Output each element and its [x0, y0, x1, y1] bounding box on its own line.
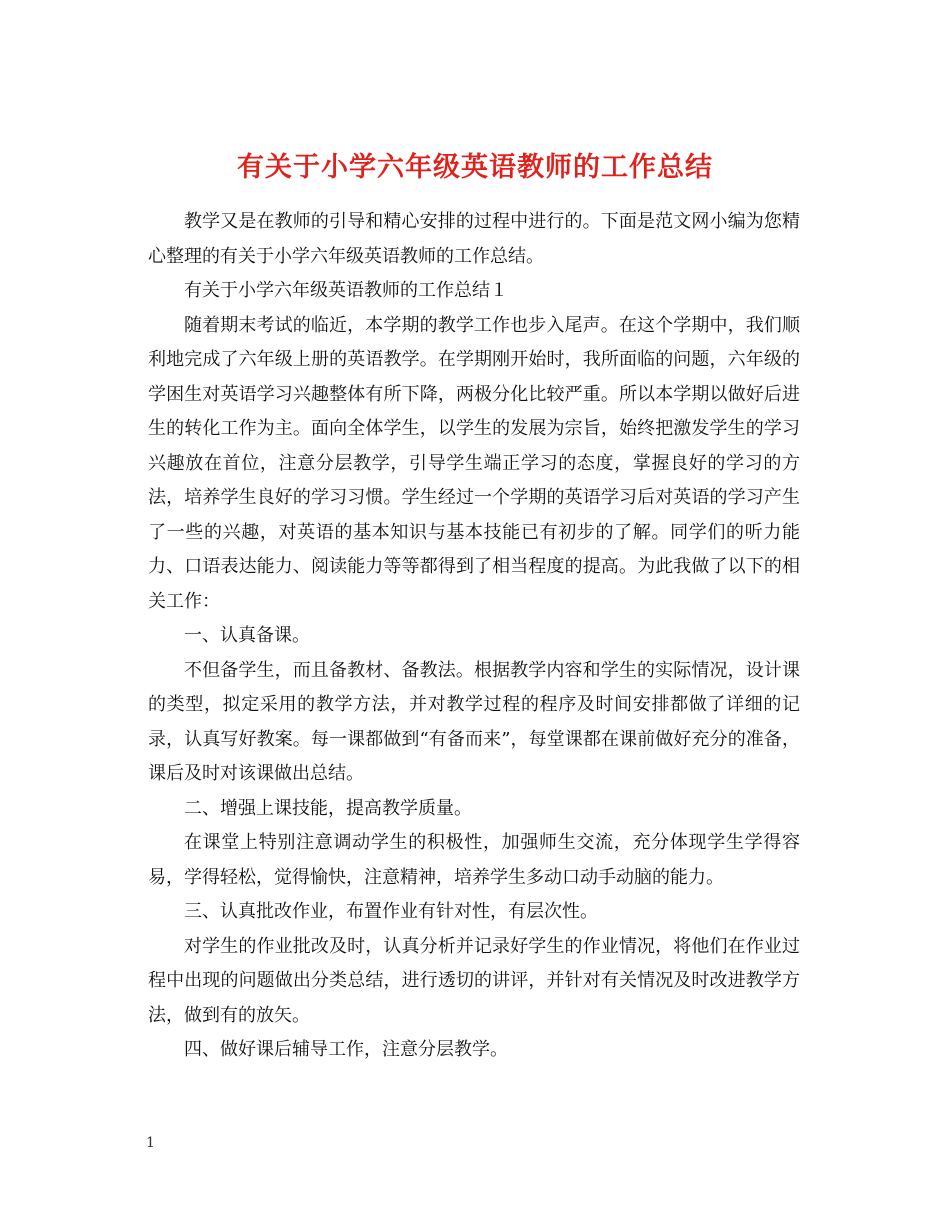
document-body — [148, 205, 800, 1068]
body-paragraph: 在课堂上特别注意调动学生的积极性，加强师生交流，充分体现学生学得容易，学得轻松，觉得愉快，注意精神，培养学生多动口动手动脑的能力。 — [148, 832, 800, 888]
section-heading-summary-1: 有关于小学六年级英语教师的工作总结１ — [184, 280, 508, 301]
section-heading-1: 一、认真备课。 — [184, 625, 310, 646]
intro-paragraph: 教学又是在教师的引导和精心安排的过程中进行的。下面是范文网小编为您精心整理的有关于小学六年级英语教师的工作总结。 — [148, 211, 800, 267]
body-paragraph: 不但备学生，而且备教材、备教法。根据教学内容和学生的实际情况，设计课的类型，拟定采用的教学方法，并对教学过程的程序及时间安排都做了详细的记录，认真写好教案。每一课都做到“有备而来”，每堂课都在课前做好充分的准备，课后及时对该课做出总结。 — [148, 659, 800, 784]
page-number: 1 — [146, 1135, 155, 1151]
body-paragraph: 随着期末考试的临近，本学期的教学工作也步入尾声。在这个学期中，我们顺利地完成了六年级上册的英语教学。在学期刚开始时，我所面临的问题，六年级的学困生对英语学习兴趣整体有所下降，两极分化比较严重。所以本学期以做好后进生的转化工作为主。面向全体学生，以学生的发展为宗旨，始终把激发学生的学习兴趣放在首位，注意分层教学，引导学生端正学习的态度，掌握良好的学习的方法，培养学生良好的学习习惯。学生经过一个学期的英语学习后对英语的学习产生了一些的兴趣，对英语的基本知识与基本技能已有初步的了解。同学们的听力能力、口语表达能力、阅读能力等等都得到了相当程度的提高。为此我做了以下的相关工作： — [148, 314, 800, 612]
section-heading-3: 三、认真批改作业，布置作业有针对性，有层次性。 — [184, 901, 598, 922]
body-paragraph: 对学生的作业批改及时，认真分析并记录好学生的作业情况，将他们在作业过程中出现的问题做出分类总结，进行透切的讲评，并针对有关情况及时改进教学方法，做到有的放矢。 — [148, 935, 800, 1026]
section-heading-2: 二、增强上课技能，提高教学质量。 — [184, 797, 472, 819]
document-title: 有关于小学六年级英语教师的工作总结 — [237, 152, 713, 184]
section-heading-4: 四、做好课后辅导工作，注意分层教学。 — [184, 1039, 508, 1060]
